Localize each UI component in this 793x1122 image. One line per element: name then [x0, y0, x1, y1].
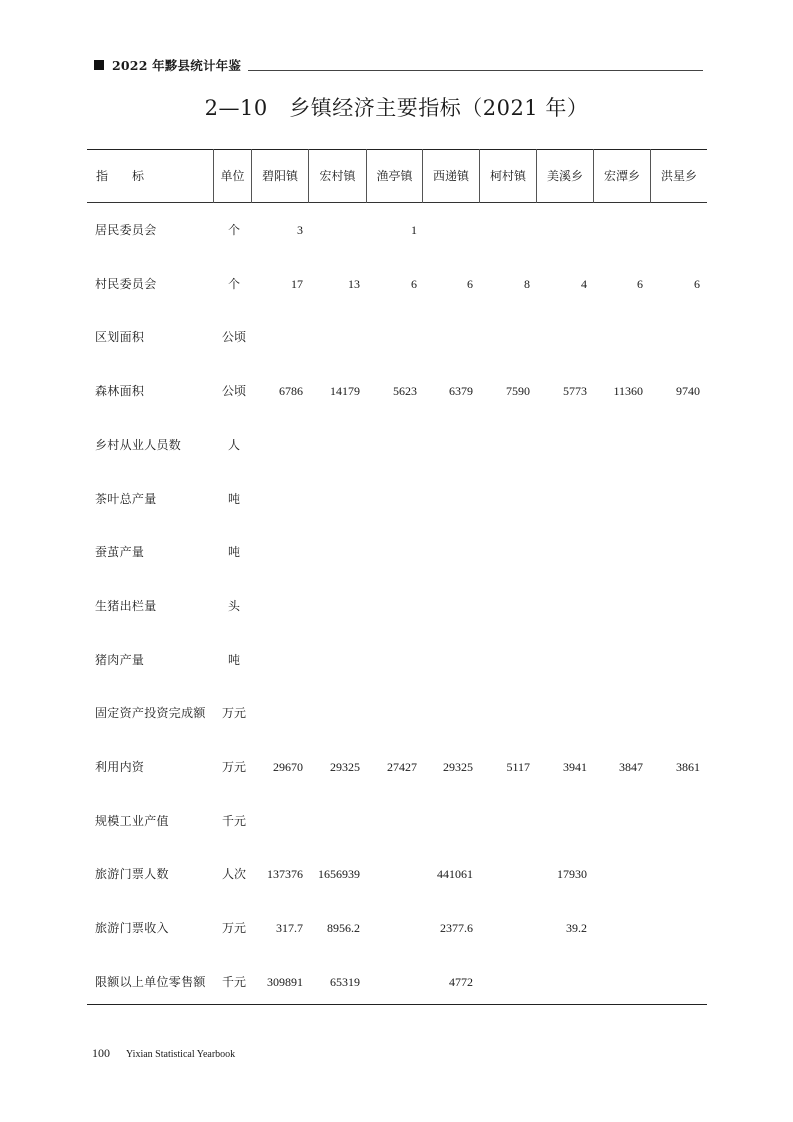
value-cell: [644, 811, 700, 831]
table-row: [87, 972, 707, 992]
value-cell: 13: [348, 276, 360, 291]
table-row: [87, 220, 707, 240]
value-cell: 9740: [676, 384, 700, 399]
indicator-unit: 公顷: [221, 384, 246, 399]
value-cell: [644, 542, 700, 562]
value-cell: 6786: [279, 384, 303, 399]
value-cell: [361, 918, 417, 938]
indicator-unit: 吨: [227, 545, 240, 560]
indicator-name: 村民委员会: [95, 276, 157, 291]
table-row: [87, 811, 707, 831]
value-cell: 6: [467, 276, 473, 291]
value-cell: [361, 703, 417, 723]
value-cell: [644, 596, 700, 616]
value-cell: [474, 220, 530, 240]
indicator-unit: 吨: [227, 652, 240, 667]
value-cell: [644, 489, 700, 509]
column-header-xidi: 西递镇: [432, 169, 469, 183]
value-cell: [474, 918, 530, 938]
value-cell: 5773: [563, 384, 587, 399]
value-cell: [304, 542, 360, 562]
indicator-name: 猪肉产量: [95, 652, 145, 667]
value-cell: [361, 811, 417, 831]
value-cell: [587, 703, 643, 723]
column-header-kecun: 柯村镇: [489, 169, 526, 183]
indicator-name: 限额以上单位零售额: [95, 974, 206, 989]
column-header-hongxing: 洪星乡: [660, 169, 697, 183]
value-cell: [304, 489, 360, 509]
value-cell: 1656939: [318, 867, 360, 882]
table-row: [87, 918, 707, 938]
value-cell: 3861: [676, 760, 700, 774]
column-header-indicator: 指 标: [96, 169, 145, 183]
value-cell: 8956.2: [327, 921, 360, 936]
value-cell: [361, 489, 417, 509]
value-cell: [474, 327, 530, 347]
value-cell: [587, 864, 643, 884]
column-header-yuting: 渔亭镇: [376, 169, 413, 183]
column-header-biyang: 碧阳镇: [261, 169, 298, 183]
value-cell: [587, 327, 643, 347]
value-cell: [587, 489, 643, 509]
indicator-unit: 万元: [221, 760, 246, 774]
value-cell: [474, 542, 530, 562]
value-cell: [587, 435, 643, 455]
value-cell: [644, 918, 700, 938]
table-bottom-rule: [87, 1004, 707, 1005]
indicator-unit: 万元: [221, 706, 246, 721]
table-row: [87, 757, 707, 777]
value-cell: 2377.6: [440, 921, 473, 936]
value-cell: 65319: [330, 974, 360, 989]
value-cell: 8: [524, 276, 530, 291]
indicator-unit: 千元: [221, 813, 246, 828]
value-cell: [531, 703, 587, 723]
value-cell: [304, 703, 360, 723]
value-cell: [531, 596, 587, 616]
indicator-unit: 个: [227, 276, 240, 291]
value-cell: [531, 489, 587, 509]
indicator-unit: 个: [227, 223, 240, 237]
value-cell: [247, 596, 303, 616]
value-cell: 309891: [267, 974, 303, 989]
value-cell: [361, 596, 417, 616]
table-row: [87, 435, 707, 455]
value-cell: [304, 650, 360, 670]
value-cell: [474, 703, 530, 723]
value-cell: [587, 972, 643, 992]
value-cell: [474, 596, 530, 616]
value-cell: [587, 220, 643, 240]
value-cell: [587, 542, 643, 562]
value-cell: 4772: [449, 974, 473, 989]
indicator-name: 规模工业产值: [95, 813, 169, 828]
indicator-unit: 千元: [221, 974, 246, 989]
value-cell: 14179: [330, 384, 360, 399]
value-cell: [474, 435, 530, 455]
value-cell: 6379: [449, 384, 473, 399]
value-cell: [304, 811, 360, 831]
table-row: [87, 274, 707, 294]
value-cell: [531, 972, 587, 992]
table-row: [87, 489, 707, 509]
value-cell: [531, 327, 587, 347]
value-cell: 137376: [267, 867, 303, 882]
indicator-name: 蚕茧产量: [95, 545, 145, 560]
table-row: [87, 703, 707, 723]
indicator-name: 区划面积: [95, 330, 145, 345]
indicator-name: 乡村从业人员数: [95, 437, 182, 452]
value-cell: [247, 435, 303, 455]
value-cell: 29325: [443, 760, 473, 774]
column-header-unit: 单位: [220, 169, 245, 183]
column-header-hongtan: 宏潭乡: [603, 169, 640, 183]
indicator-name: 固定资产投资完成额: [95, 706, 206, 721]
value-cell: [417, 542, 473, 562]
value-cell: 39.2: [566, 921, 587, 936]
header-title: 2022 年黟县统计年鉴: [112, 58, 242, 73]
value-cell: [644, 864, 700, 884]
value-cell: [417, 703, 473, 723]
running-header: [92, 56, 702, 78]
value-cell: 5623: [393, 384, 417, 399]
table-row: [87, 542, 707, 562]
value-cell: [361, 542, 417, 562]
value-cell: [361, 435, 417, 455]
value-cell: [247, 650, 303, 670]
value-cell: [417, 811, 473, 831]
table-row: [87, 327, 707, 347]
page-title: 2—10 乡镇经济主要指标（2021 年）: [204, 96, 589, 120]
value-cell: [247, 542, 303, 562]
value-cell: [644, 972, 700, 992]
value-cell: 7590: [506, 384, 530, 399]
value-cell: [474, 864, 530, 884]
value-cell: [247, 703, 303, 723]
value-cell: 3941: [563, 760, 587, 774]
value-cell: 441061: [437, 867, 473, 882]
value-cell: 3847: [619, 760, 643, 774]
value-cell: [644, 703, 700, 723]
value-cell: [474, 489, 530, 509]
table-row: [87, 381, 707, 401]
indicator-name: 茶叶总产量: [95, 491, 157, 506]
footer-text: Yixian Statistical Yearbook: [126, 1049, 236, 1060]
value-cell: [474, 811, 530, 831]
value-cell: [587, 596, 643, 616]
value-cell: [644, 220, 700, 240]
value-cell: [531, 811, 587, 831]
value-cell: [531, 220, 587, 240]
value-cell: 6: [694, 276, 700, 291]
value-cell: 4: [581, 276, 587, 291]
value-cell: [417, 596, 473, 616]
indicator-unit: 头: [227, 598, 240, 613]
value-cell: [644, 327, 700, 347]
value-cell: 29670: [273, 760, 303, 774]
value-cell: [304, 220, 360, 240]
value-cell: 29325: [330, 760, 360, 774]
value-cell: [304, 327, 360, 347]
indicator-name: 森林面积: [95, 384, 145, 399]
value-cell: [531, 542, 587, 562]
indicator-name: 生猪出栏量: [95, 598, 157, 613]
value-cell: [361, 864, 417, 884]
indicator-unit: 万元: [221, 921, 246, 936]
value-cell: [531, 435, 587, 455]
indicator-name: 旅游门票人数: [95, 867, 169, 882]
value-cell: 5117: [506, 760, 530, 774]
value-cell: [474, 972, 530, 992]
header-square-icon: [94, 60, 104, 70]
column-header-hongcun: 宏村镇: [319, 169, 356, 183]
value-cell: [644, 650, 700, 670]
value-cell: [304, 435, 360, 455]
value-cell: [361, 650, 417, 670]
table-row: [87, 864, 707, 884]
value-cell: [587, 811, 643, 831]
value-cell: 6: [637, 276, 643, 291]
header-rule: [248, 70, 703, 71]
table-row: [87, 650, 707, 670]
value-cell: [361, 327, 417, 347]
value-cell: [417, 650, 473, 670]
value-cell: 17930: [557, 867, 587, 882]
column-header-meixi: 美溪乡: [546, 169, 583, 183]
indicator-unit: 人: [227, 437, 240, 452]
value-cell: [474, 650, 530, 670]
value-cell: [247, 327, 303, 347]
value-cell: [587, 650, 643, 670]
value-cell: [417, 489, 473, 509]
value-cell: 17: [291, 276, 303, 291]
value-cell: [361, 972, 417, 992]
value-cell: [417, 220, 473, 240]
value-cell: 27427: [387, 760, 417, 774]
value-cell: [531, 650, 587, 670]
value-cell: [587, 918, 643, 938]
value-cell: [417, 435, 473, 455]
value-cell: [304, 596, 360, 616]
page-number: 100: [92, 1046, 110, 1060]
value-cell: [247, 489, 303, 509]
value-cell: [247, 811, 303, 831]
indicator-name: 利用内资: [95, 760, 145, 774]
value-cell: 3: [297, 223, 303, 237]
value-cell: 11360: [613, 384, 643, 399]
value-cell: [644, 435, 700, 455]
value-cell: 6: [411, 276, 417, 291]
indicator-name: 居民委员会: [95, 223, 157, 237]
indicator-name: 旅游门票收入: [95, 921, 169, 936]
page-footer: [92, 1046, 235, 1061]
value-cell: [417, 327, 473, 347]
value-cell: 317.7: [276, 921, 303, 936]
indicator-unit: 吨: [227, 491, 240, 506]
indicator-unit: 人次: [221, 867, 246, 882]
indicator-unit: 公顷: [221, 330, 246, 345]
value-cell: 1: [411, 223, 417, 237]
table-row: [87, 596, 707, 616]
